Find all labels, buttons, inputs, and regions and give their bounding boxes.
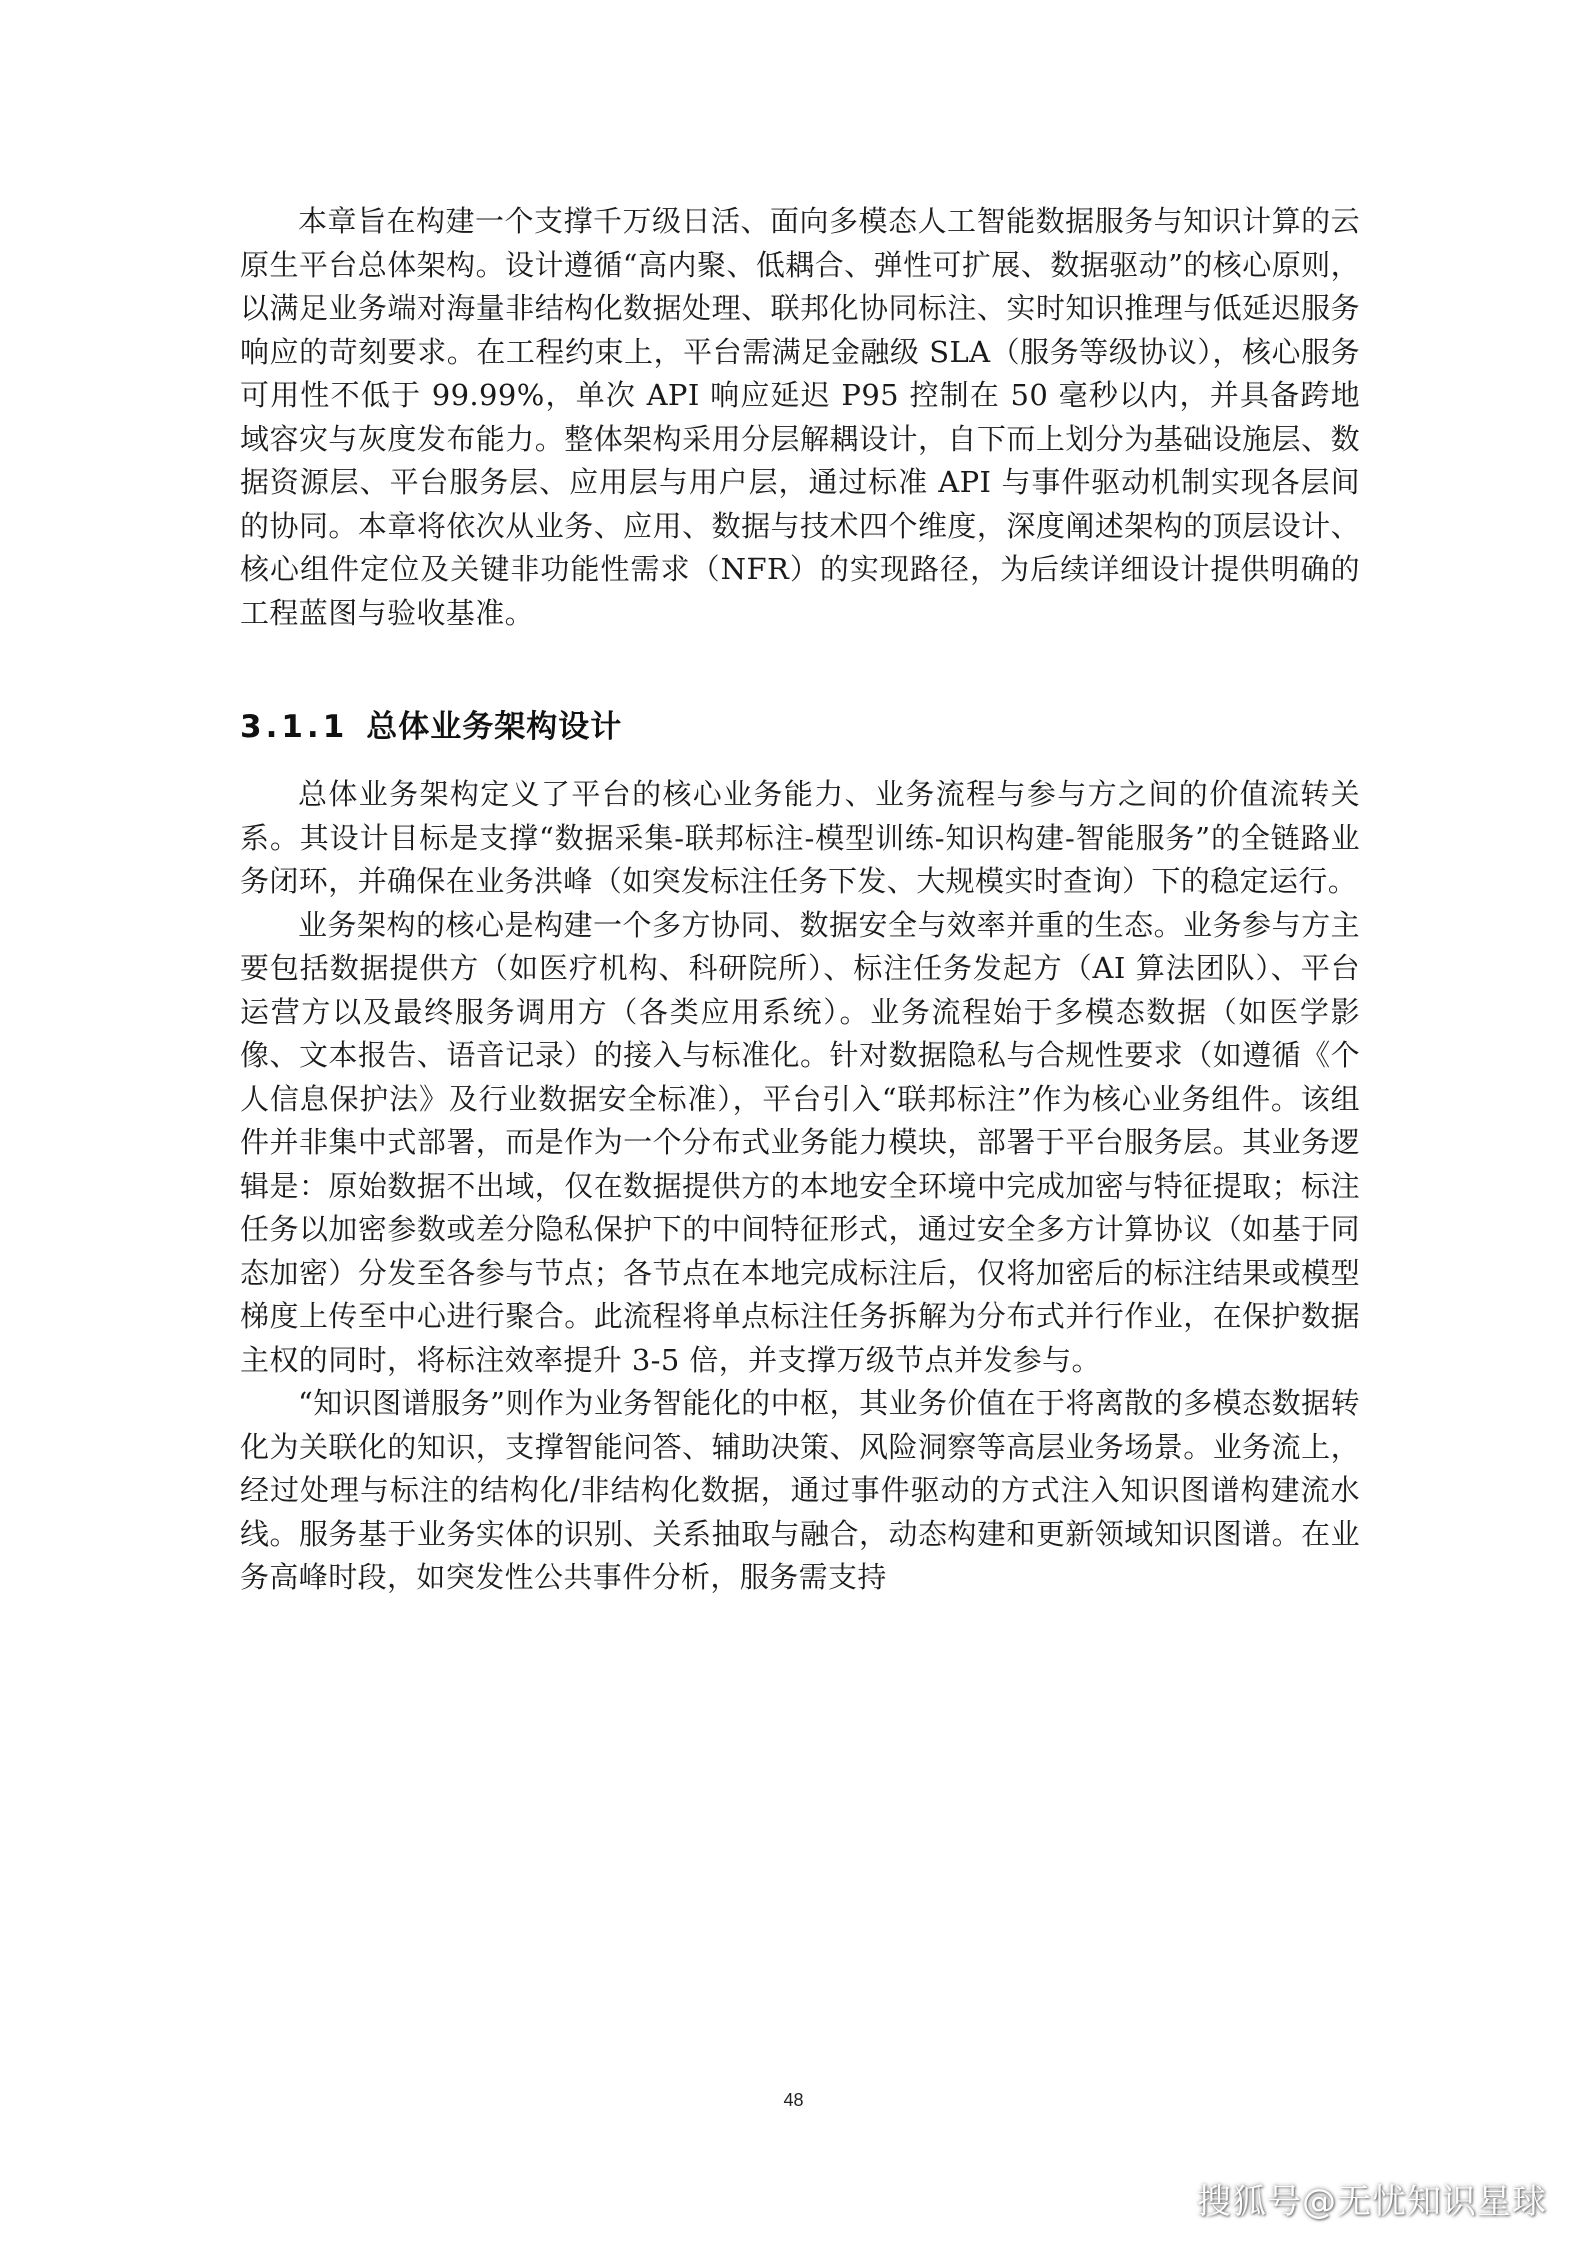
section-number: 3.1.1 <box>240 709 349 745</box>
body-paragraph-2: 业务架构的核心是构建一个多方协同、数据安全与效率并重的生态。业务参与方主要包括数据提供方（如医疗机构、科研院所）、标注任务发起方（AI 算法团队）、平台运营方以及最终服务调用方（各类应用系统）。业务流程始于多模态数据（如医学影像、文本报告、语音记录）的接入与标准化。针对数据隐私与合规性要求（如遵循《个人信息保护法》及行业数据安全标准），平台引入“联邦标注”作为核心业务组件。该组件并非集中式部署，而是作为一个分布式业务能力模块，部署于平台服务层。其业务逻辑是：原始数据不出域，仅在数据提供方的本地安全环境中完成加密与特征提取；标注任务以加密参数或差分隐私保护下的中间特征形式，通过安全多方计算协议（如基于同态加密）分发至各参与节点；各节点在本地完成标注后，仅将加密后的标注结果或模型梯度上传至中心进行聚合。此流程将单点标注任务拆解为分布式并行作业，在保护数据主权的同时，将标注效率提升 3-5 倍，并支撑万级节点并发参与。 <box>240 907 1360 1377</box>
section-heading <box>240 705 1360 749</box>
section-title: 总体业务架构设计 <box>366 709 623 745</box>
body-paragraph-1: 总体业务架构定义了平台的核心业务能力、业务流程与参与方之间的价值流转关系。其设计目标是支撑“数据采集-联邦标注-模型训练-知识构建-智能服务”的全链路业务闭环，并确保在业务洪峰（如突发标注任务下发、大规模实时查询）下的稳定运行。 <box>240 777 1360 898</box>
intro-paragraph: 本章旨在构建一个支撑千万级日活、面向多模态人工智能数据服务与知识计算的云原生平台总体架构。设计遵循“高内聚、低耦合、弹性可扩展、数据驱动”的核心原则，以满足业务端对海量非结构化数据处理、联邦化协同标注、实时知识推理与低延迟服务响应的苛刻要求。在工程约束上，平台需满足金融级 SLA（服务等级协议），核心服务可用性不低于 99.99%，单次 API 响应延迟 P95 控制在 50 毫秒以内，并具备跨地域容灾与灰度发布能力。整体架构采用分层解耦设计，自下而上划分为基础设施层、数据资源层、平台服务层、应用层与用户层，通过标准 API 与事件驱动机制实现各层间的协同。本章将依次从业务、应用、数据与技术四个维度，深度阐述架构的顶层设计、核心组件定位及关键非功能性需求（NFR）的实现路径，为后续详细设计提供明确的工程蓝图与验收基准。 <box>240 204 1360 630</box>
page-content <box>240 200 1360 1600</box>
source-watermark: 搜狐号@无忧知识星球 <box>1197 2182 1547 2222</box>
body-paragraph-3: “知识图谱服务”则作为业务智能化的中枢，其业务价值在于将离散的多模态数据转化为关联化的知识，支撑智能问答、辅助决策、风险洞察等高层业务场景。业务流上，经过处理与标注的结构化/非结构化数据，通过事件驱动的方式注入知识图谱构建流水线。服务基于业务实体的识别、关系抽取与融合，动态构建和更新领域知识图谱。在业务高峰时段，如突发性公共事件分析，服务需支持 <box>240 1386 1360 1594</box>
page-number: 48 <box>783 2090 804 2110</box>
